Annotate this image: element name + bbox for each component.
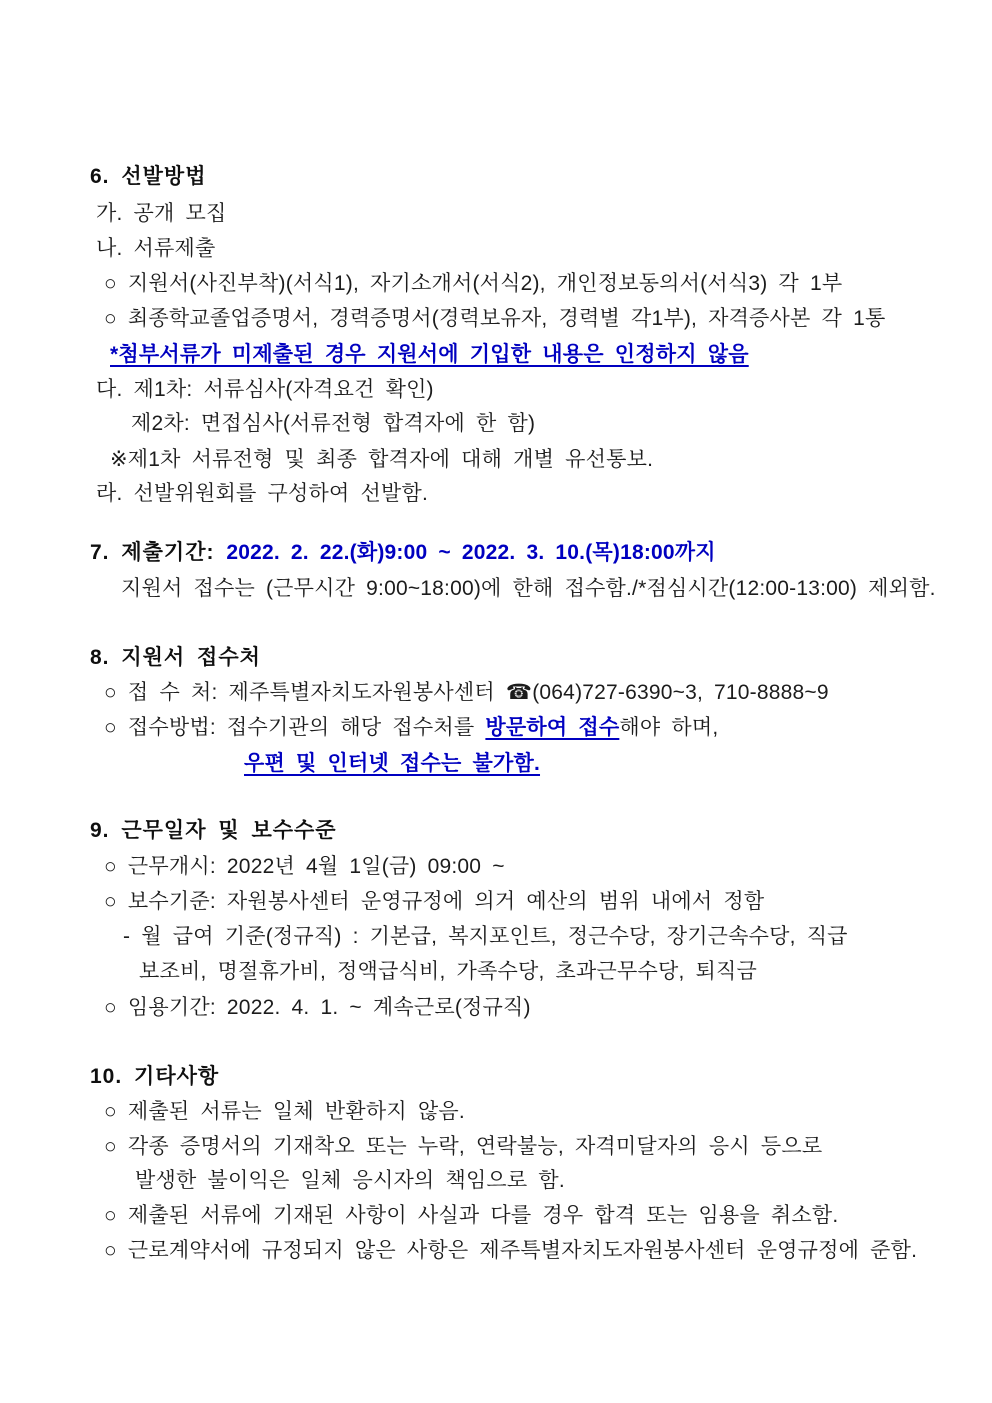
text-segment: ※제1차 서류전형 및 최종 합격자에 대해 개별 유선통보. [110,448,654,471]
heading-selection-method [90,163,207,190]
heading-work-and-pay [90,817,337,844]
text-segment: 다. 제1차: 서류심사(자격요건 확인) [96,378,434,401]
text-segment: 보조비, 명절휴가비, 정액급식비, 가족수당, 초과근무수당, 퇴직금 [139,960,757,983]
phone-icon: ☎ [505,681,533,704]
text-segment: 9. 근무일자 및 보수수준 [90,819,337,842]
text-segment: 지원서 접수는 (근무시간 9:00~18:00)에 한해 접수함./*점심시간(12:00-13:00) 제외함. [121,577,936,600]
text-segment: 8. 지원서 접수처 [90,646,261,669]
item-document-submission [96,235,216,262]
text-segment: ○ 제출된 서류는 일체 반환하지 않음. [104,1100,465,1123]
text-segment: ○ 근로계약서에 규정되지 않은 사항은 제주특별자치도자원봉사센터 운영규정에 준함. [104,1239,918,1262]
heading-submission-period [90,539,716,566]
bullet-cancellation [104,1202,838,1229]
sub-monthly-salary-cont [139,958,757,985]
bullet-applicant-responsibility-cont [135,1167,565,1194]
item-open-recruitment [96,200,227,227]
text-segment: *첨부서류가 미제출된 경우 지원서에 기입한 내용은 인정하지 않음 [110,343,749,366]
text-segment: ○ 최종학교졸업증명서, 경력증명서(경력보유자, 경력별 각1부), 자격증사본 각 1통 [104,307,886,330]
text-segment: ○ 근무개시: 2022년 4월 1일(금) 09:00 ~ [104,855,505,878]
heading-other-notes [90,1063,219,1090]
text-segment: (064)727-6390~3, 710-8888~9 [532,681,829,704]
item-first-round [96,376,434,403]
text-segment: 제2차: 면접심사(서류전형 합격자에 한 함) [131,412,536,435]
bullet-pay-standard [104,888,764,915]
text-segment: 10. 기타사항 [90,1065,220,1088]
text-segment: ○ 지원서(사진부착)(서식1), 자기소개서(서식2), 개인정보동의서(서식3) 각 1부 [104,272,843,295]
text-segment: ○ 각종 증명서의 기재착오 또는 누락, 연락불능, 자격미달자의 응시 등으로 [104,1135,823,1158]
text-segment: ○ 임용기간: 2022. 4. 1. ~ 계속근로(정규직) [104,996,531,1019]
text-segment: ○ 접 수 처: 제주특별자치도자원봉사센터 [104,681,506,704]
note-attachment-warning [110,341,749,368]
text-segment: ○ 접수방법: 접수기관의 해당 접수처를 [104,716,486,739]
text-segment: 발생한 불이익은 일체 응시자의 책임으로 함. [135,1169,565,1192]
text-segment: 가. 공개 모집 [96,202,227,225]
text-segment: - 월 급여 기준(정규직) : 기본급, 복지포인트, 정근수당, 장기근속수당, 직급 [123,925,848,948]
bullet-reception-method [104,714,718,741]
note-reception-hours [121,575,936,602]
text-segment: ○ 제출된 서류에 기재된 사항이 사실과 다를 경우 합격 또는 임용을 취소함. [104,1204,839,1227]
sub-monthly-salary [123,923,848,950]
text-segment: 우편 및 인터넷 접수는 불가함. [244,752,541,775]
bullet-certificates [104,305,885,332]
item-second-round [131,410,535,437]
text-segment: 나. 서류제출 [96,237,216,260]
bullet-application-forms [104,270,842,297]
text-segment: 라. 선발위원회를 구성하여 선발함. [96,482,428,505]
text-segment: 2022. 2. 22.(화)9:00 ~ 2022. 3. 10.(목)18:00까지 [226,541,716,564]
bullet-work-start [104,853,505,880]
note-notification [110,446,653,473]
note-no-mail-internet [244,750,540,777]
text-segment: 6. 선발방법 [90,165,207,188]
bullet-regulation-compliance [104,1237,917,1264]
bullet-no-return [104,1098,465,1125]
bullet-employment-period [104,994,531,1021]
heading-reception-office [90,644,261,671]
bullet-reception-address [104,679,829,706]
bullet-applicant-responsibility [104,1133,822,1160]
text-segment: 방문하여 접수 [485,716,620,739]
text-segment: 해야 하며, [619,716,719,739]
text-segment: 7. 제출기간: [90,541,227,564]
text-segment: ○ 보수기준: 자원봉사센터 운영규정에 의거 예산의 범위 내에서 정함 [104,890,765,913]
item-selection-committee [96,480,428,507]
